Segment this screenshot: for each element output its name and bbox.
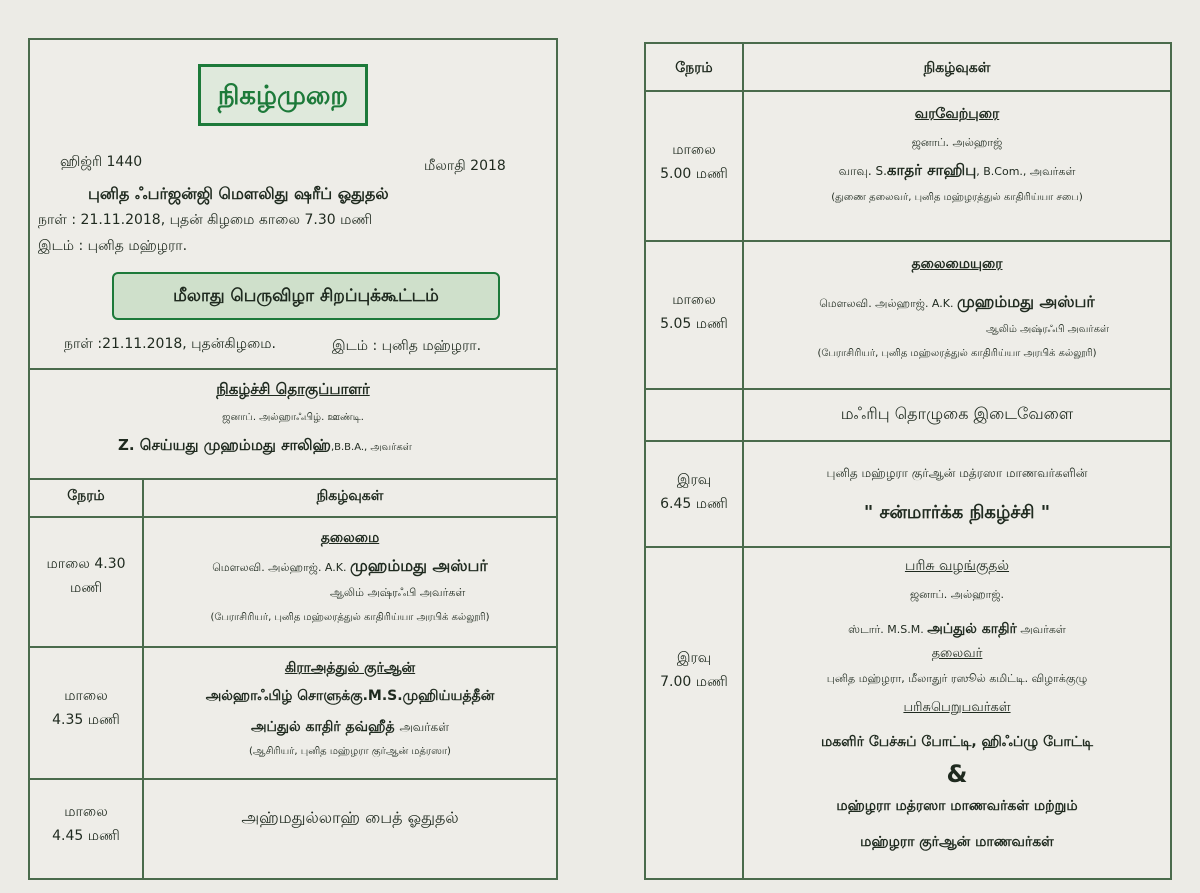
time-text: 4.45 மணி — [52, 828, 120, 844]
row-line6: மஹ்ழரா குர்ஆன் மாணவர்கள் — [860, 834, 1054, 850]
row-line2: ஆலிம் அஷ்ரஃபி அவர்கள் — [330, 586, 466, 599]
scroll-banner — [112, 272, 500, 320]
name-suffix: , B.Com., அவர்கள் — [976, 165, 1076, 178]
col-event-header: நிகழ்வுகள் — [316, 488, 384, 504]
scroll-title: மீலாது பெருவிழா சிறப்புக்கூட்டம் — [173, 286, 439, 306]
host-heading: நிகழ்ச்சி தொகுப்பாளர் — [216, 380, 370, 398]
table-top-line — [30, 478, 556, 480]
event-title: புனித ஃபர்ஜன்ஜி மௌலிது ஷரீப் ஓதுதல் — [88, 184, 389, 203]
right-page — [644, 42, 1172, 880]
name-prefix: மௌலவி. அல்ஹாஜ். A.K. — [212, 561, 350, 574]
row-name-line — [744, 160, 1170, 181]
row-heading: கிராஅத்துல் குர்ஆன் — [284, 660, 416, 676]
row-line — [646, 388, 1170, 390]
name-prefix: ஸ்டார். M.S.M. — [848, 623, 928, 636]
row-line — [30, 646, 556, 648]
row-line1: ஜனாப். அல்ஹாஜ். — [909, 588, 1005, 601]
name-main: முஹம்மது அஸ்பர் — [956, 292, 1095, 311]
time-text: 6.45 மணி — [660, 496, 728, 512]
name-prefix: மௌலவி. அல்ஹாஜ். A.K. — [819, 297, 957, 310]
row-line — [646, 546, 1170, 548]
time-text: இரவு — [676, 650, 712, 666]
name-suffix: அவர்கள் — [399, 720, 450, 734]
row-name-line — [744, 292, 1170, 313]
time-cell — [30, 684, 142, 732]
row-name-line — [144, 716, 556, 737]
hijri-year: ஹிஜ்ரி 1440 — [60, 154, 143, 170]
row-line3: (ஆசிரியர், புனித மஹ்ழரா குர்ஆன் மத்ரஸா) — [249, 746, 451, 757]
col-time-header: நேரம் — [67, 488, 105, 504]
time-text: 4.35 மணி — [52, 712, 120, 728]
name-main: அப்துல் காதிர் தவ்ஹீத் — [250, 719, 400, 735]
host-name: Z. செய்யது முஹம்மது சாலிஹ் — [118, 436, 331, 454]
host-name-line — [118, 436, 412, 456]
table-header-line — [30, 516, 556, 518]
title-banner-text: நிகழ்முறை — [217, 81, 349, 111]
divider — [30, 368, 556, 370]
date2: நாள் :21.11.2018, புதன்கிழமை. — [64, 336, 276, 352]
title-banner — [198, 64, 368, 126]
time-text: மாலை — [672, 142, 716, 158]
row-line3: புனித மஹ்ழரா, மீலாதுர் ரஸூல் கமிட்டி. விழாக்குழு — [826, 672, 1088, 685]
name-suffix: அவர்கள் — [1016, 623, 1066, 636]
time-cell — [646, 646, 742, 694]
row-line — [646, 240, 1170, 242]
time-text: மாலை — [64, 804, 108, 820]
date-line: நாள் : 21.11.2018, புதன் கிழமை காலை 7.30 மணி — [38, 212, 373, 228]
time-text: 5.00 மணி — [660, 166, 728, 182]
left-page — [28, 38, 558, 880]
time-cell — [646, 468, 742, 516]
time-cell — [646, 138, 742, 186]
host-suffix: ,B.B.A., அவர்கள் — [330, 442, 412, 453]
row-heading: பரிசு வழங்குதல் — [904, 558, 1010, 574]
time-text: 7.00 மணி — [660, 674, 728, 690]
row-line5: மஹ்ழரா மத்ரஸா மாணவர்கள் மற்றும் — [836, 798, 1078, 814]
row-name-line — [744, 618, 1170, 639]
time-text: இரவு — [676, 472, 712, 488]
row-line3: (துணை தலைவர், புனித மஹ்ழரத்துல் காதிரிய்யா சபை) — [831, 192, 1083, 203]
name-main: அப்துல் காதிர் — [927, 621, 1017, 637]
row-line1: மஃரிபு தொழுகை இடைவேளை — [840, 404, 1074, 423]
row-line3: (பேராசிரியர், புனித மஹ்லரத்துல் காதிரிய்யா அரபிக் கல்லூரி) — [210, 612, 490, 623]
time-text: மாலை — [672, 292, 716, 308]
row-heading: தலைவர் — [931, 646, 983, 661]
time-cell — [646, 288, 742, 336]
col-time-header: நேரம் — [675, 60, 713, 76]
place-line: இடம் : புனித மஹ்ழரா. — [38, 238, 188, 254]
milad-year: மீலாதி 2018 — [424, 158, 506, 174]
row-line2: ஆலிம் அஷ்ரஃபி அவர்கள் — [986, 324, 1109, 335]
row-line — [30, 778, 556, 780]
row-line3: (பேராசிரியர், புனித மஹ்லரத்துல் காதிரிய்யா அரபிக் கல்லூரி) — [817, 348, 1097, 359]
row-line1: அஹ்மதுல்லாஹ் பைத் ஓதுதல் — [241, 808, 459, 827]
row-line1: ஜனாப். அல்ஹாஜ் — [911, 136, 1003, 149]
row-line1: புனித மஹ்ழரா குர்ஆன் மத்ரஸா மாணவர்களின் — [826, 466, 1088, 480]
row-name-line — [144, 556, 556, 577]
time-cell — [30, 800, 142, 848]
time-text: 5.05 மணி — [660, 316, 728, 332]
row-heading: தலைமை — [320, 530, 380, 546]
time-text: மாலை — [64, 688, 108, 704]
col-event-header: நிகழ்வுகள் — [923, 60, 991, 76]
row-heading: தலைமையுரை — [911, 256, 1003, 272]
row-line1: அல்ஹாஃபிழ் சொளுக்கு.M.S.முஹிய்யத்தீன் — [205, 688, 495, 704]
row-line2: " சன்மார்க்க நிகழ்ச்சி " — [863, 502, 1051, 523]
ampersand: & — [946, 760, 968, 788]
table-header-line — [646, 90, 1170, 92]
place2: இடம் : புனித மஹ்ழரா. — [332, 338, 482, 354]
row-heading: பரிசுபெறுபவர்கள் — [903, 700, 1011, 715]
name-main: காதர் சாஹிபு — [886, 161, 977, 179]
time-text: மாலை 4.30 — [46, 556, 126, 572]
time-cell — [30, 552, 142, 600]
row-line — [646, 440, 1170, 442]
name-main: முஹம்மது அஸ்பர் — [349, 556, 488, 575]
name-prefix: வாவு. S. — [838, 164, 887, 178]
time-text: மணி — [69, 580, 103, 596]
row-heading: வரவேற்புரை — [914, 106, 1000, 122]
host-prefix: ஜனாப். அல்ஹாஃபிழ். ஊண்டி. — [222, 412, 364, 423]
row-line4: மகளிர் பேச்சுப் போட்டி, ஹிஃப்ழு போட்டி — [820, 734, 1094, 750]
